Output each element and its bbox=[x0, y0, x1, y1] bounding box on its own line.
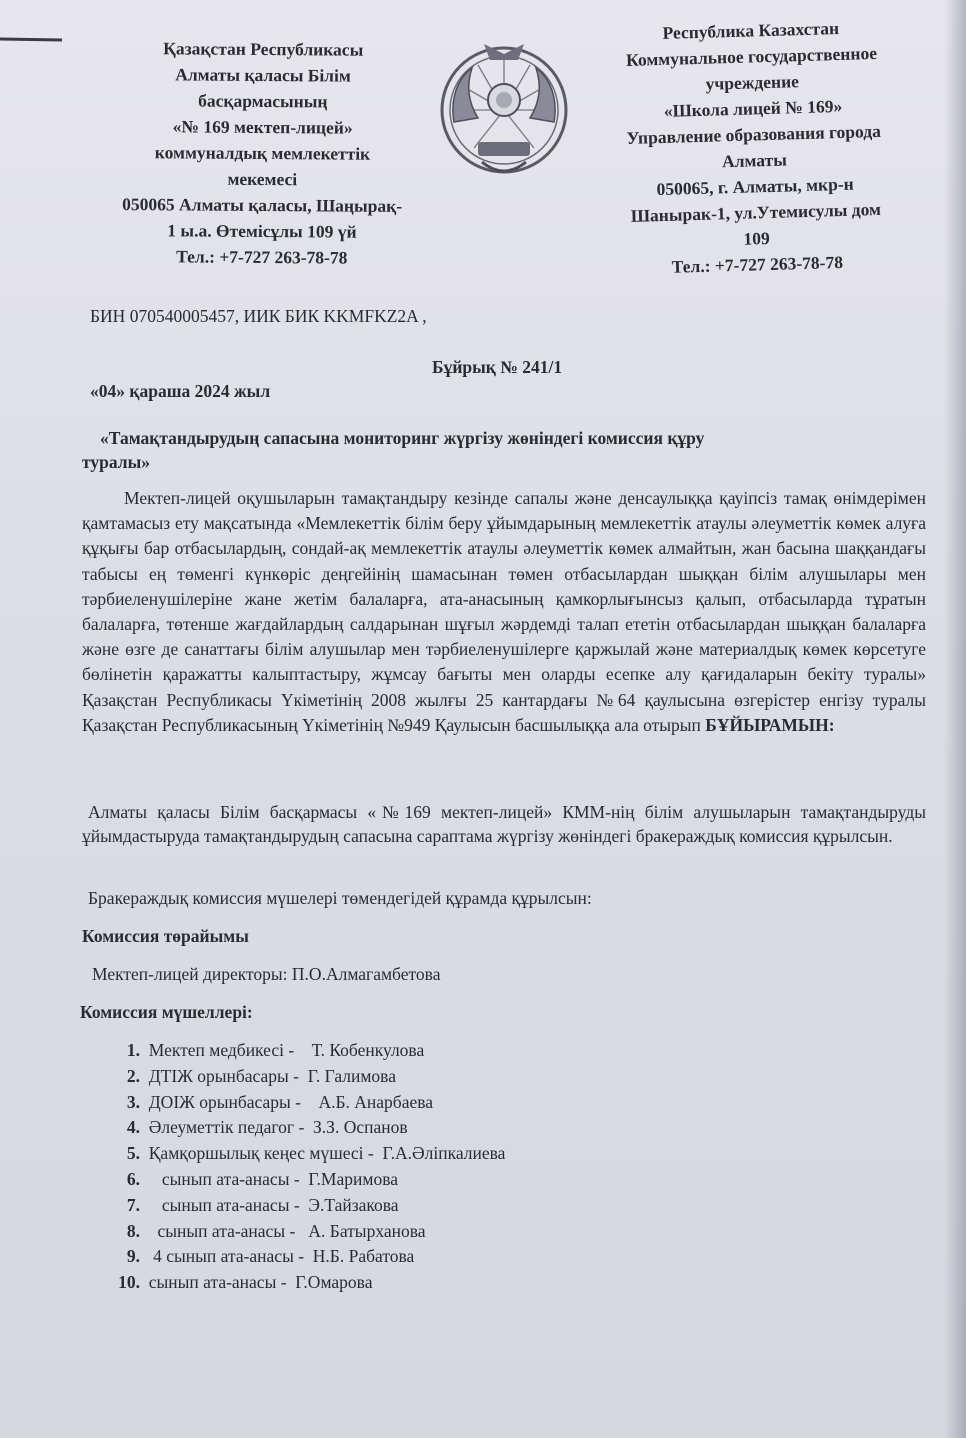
chair-line: Мектеп-лицей директоры: П.О.Алмагамбетова bbox=[92, 964, 441, 984]
list-item-number: 3. bbox=[126, 1091, 140, 1112]
main-paragraph-text: Мектеп-лицей оқушыларын тамақтандыру кезінде сапалы және денсаулыққа қауіпсіз тамақ өнімдерімен қамтамасыз ету мақсатында «Мемлекеттік білім беру ұйымдарының мемлекеттік атаулы әлеуметтік көмек алуға құқығы бар отбасылардың, сондай-ақ мемлекеттік атаулы әлеуметтік көмек алмайтын, жан басына шаққандағы табысы ең төменгі күнкөріс деңгейінің шамасынан төмен отбасылардан шыққан білім алушылары мен тәрбиеленушілеріне жане жетім балаларға, ата-анасының қамкорлығынсыз қалып, отбасыларда тұратын балаларға, төтенше жағдайлардың салдарынан шұғыл жәрдемді талап ететін отбасылардан шыққан балаларға және өзге де санаттағы білім алушылар мен тәрбиеленушілерге қаржылай және материалдық көмек көрсетуге бөлінетін қаражатты калыптастыру, жұмсау бағыты мен оларды есепке алу қағидаларын бекіту туралы» Қазақстан Республикасы Үкіметінің 2008 жылғы 25 кантардағы №64 қаулысына өзгерістер енгізу туралы Қазақстан Республикасының Үкіметінің №949 Қаулысын басшылыққа ала отырып bbox=[82, 488, 926, 735]
list-item-number: 2. bbox=[126, 1065, 140, 1086]
list-item bbox=[104, 1092, 704, 1118]
list-item-text: сынып ата-анасы - А. Батырханова bbox=[140, 1220, 426, 1241]
header-right-line: Алматы bbox=[721, 149, 788, 172]
header-left-line: мекемесі bbox=[227, 168, 298, 190]
order-number: Бұйрық № 241/1 bbox=[432, 357, 563, 377]
list-item bbox=[104, 1246, 704, 1272]
header-left-line: Алматы қаласы Білім bbox=[175, 64, 351, 86]
list-item-number: 5. bbox=[126, 1143, 140, 1164]
list-item-text: ДОІЖ орынбасары - А.Б. Анарбаева bbox=[140, 1091, 434, 1112]
header-left-line: басқармасының bbox=[198, 90, 328, 112]
list-item bbox=[104, 1272, 704, 1298]
paragraph-commission-created: Алматы қаласы Білім басқармасы «№169 мектеп-лицей» КММ-нің білім алушыларын тамақтандыруды ұйымдастыруда тамақтандырудың сапасына сараптама жүргізу жөніндегі бракераждық комиссия құрылсын. bbox=[82, 802, 926, 846]
members-heading: Комиссия мүшеллері: bbox=[80, 1002, 253, 1022]
list-item-text: 4 сынып ата-анасы - Н.Б. Рабатова bbox=[140, 1246, 415, 1267]
header-left-kazakh bbox=[94, 35, 431, 271]
list-item-text: Қамқоршылық кеңес мүшесі - Г.А.Әліпкалиева bbox=[140, 1143, 506, 1164]
list-item-number: 9. bbox=[126, 1246, 140, 1267]
paragraph-commission-composition: Бракераждық комиссия мүшелері төмендегідей құрамда құрылсын: bbox=[88, 888, 592, 908]
header-right-line: Шанырак-1, ул.Утемисулы дом bbox=[630, 198, 882, 226]
chair-heading: Комиссия төрайымы bbox=[82, 926, 249, 946]
list-item-text: сынып ата-анасы - Г.Маримова bbox=[140, 1168, 398, 1189]
order-keyword: БҰЙЫРАМЫН: bbox=[705, 714, 835, 735]
header-left-line: Тел.: +7-727 263-78-78 bbox=[176, 246, 348, 268]
list-item-number: 7. bbox=[126, 1194, 140, 1215]
list-item-number: 8. bbox=[126, 1220, 140, 1241]
order-title-line: «Тамақтандырудың сапасына мониторинг жүргізу жөніндегі комиссия құру bbox=[100, 428, 705, 448]
top-rule bbox=[0, 37, 62, 41]
header-left-line: 1 ы.а. Өтемісұлы 109 үй bbox=[167, 220, 357, 242]
header-right-line: Республика Казахстан bbox=[662, 17, 840, 43]
header-left-line: коммуналдық мемлекеттік bbox=[154, 142, 371, 164]
list-item bbox=[104, 1221, 704, 1247]
header-right-line: учреждение bbox=[705, 71, 800, 94]
list-item-text: сынып ата-анасы - Г.Омарова bbox=[140, 1272, 373, 1293]
kazakhstan-emblem-icon bbox=[438, 38, 570, 186]
list-item-text: Әлеуметтік педагог - З.З. Оспанов bbox=[140, 1117, 408, 1138]
list-item-number: 6. bbox=[126, 1168, 140, 1189]
header-right-line: «Школа лицей № 169» bbox=[663, 95, 843, 121]
list-item bbox=[104, 1066, 704, 1092]
header-left-line: 050065 Алматы қаласы, Шаңырақ- bbox=[122, 194, 403, 216]
list-item bbox=[104, 1169, 704, 1195]
list-item bbox=[104, 1143, 704, 1169]
list-item-number: 4. bbox=[126, 1117, 140, 1138]
header-right-line: 050065, г. Алматы, мкр-н bbox=[656, 173, 854, 200]
list-item-number: 1. bbox=[126, 1040, 140, 1060]
list-item-text: сынып ата-анасы - Э.Тайзакова bbox=[140, 1194, 399, 1215]
header-right-line: 109 bbox=[743, 228, 771, 249]
header-right-line: Коммунальное государственное bbox=[625, 42, 878, 70]
header-right-russian bbox=[588, 13, 920, 282]
list-item bbox=[104, 1040, 704, 1066]
header-left-line: «№ 169 мектеп-лицей» bbox=[172, 116, 353, 138]
order-title bbox=[82, 426, 842, 474]
header-left-line: Қазақстан Республикасы bbox=[163, 38, 364, 60]
list-item bbox=[104, 1117, 704, 1143]
bin-line: БИН 070540005457, ИИК БИК KKMFKZ2A , bbox=[90, 306, 427, 326]
main-paragraph bbox=[82, 486, 926, 738]
list-item-number: 10. bbox=[118, 1272, 140, 1293]
header-right-line: Управление образования города bbox=[626, 120, 882, 148]
page-edge-shadow bbox=[944, 0, 966, 1438]
header-right-line: Тел.: +7-727 263-78-78 bbox=[671, 251, 844, 277]
members-list bbox=[104, 1040, 704, 1298]
order-title-line: туралы» bbox=[82, 452, 150, 472]
list-item bbox=[104, 1195, 704, 1221]
list-item-text: ДТІЖ орынбасары - Г. Галимова bbox=[140, 1065, 396, 1086]
list-item-text: Мектеп медбикесі - Т. Кобенкулова bbox=[140, 1040, 425, 1060]
order-date: «04» қараша 2024 жыл bbox=[90, 381, 271, 401]
